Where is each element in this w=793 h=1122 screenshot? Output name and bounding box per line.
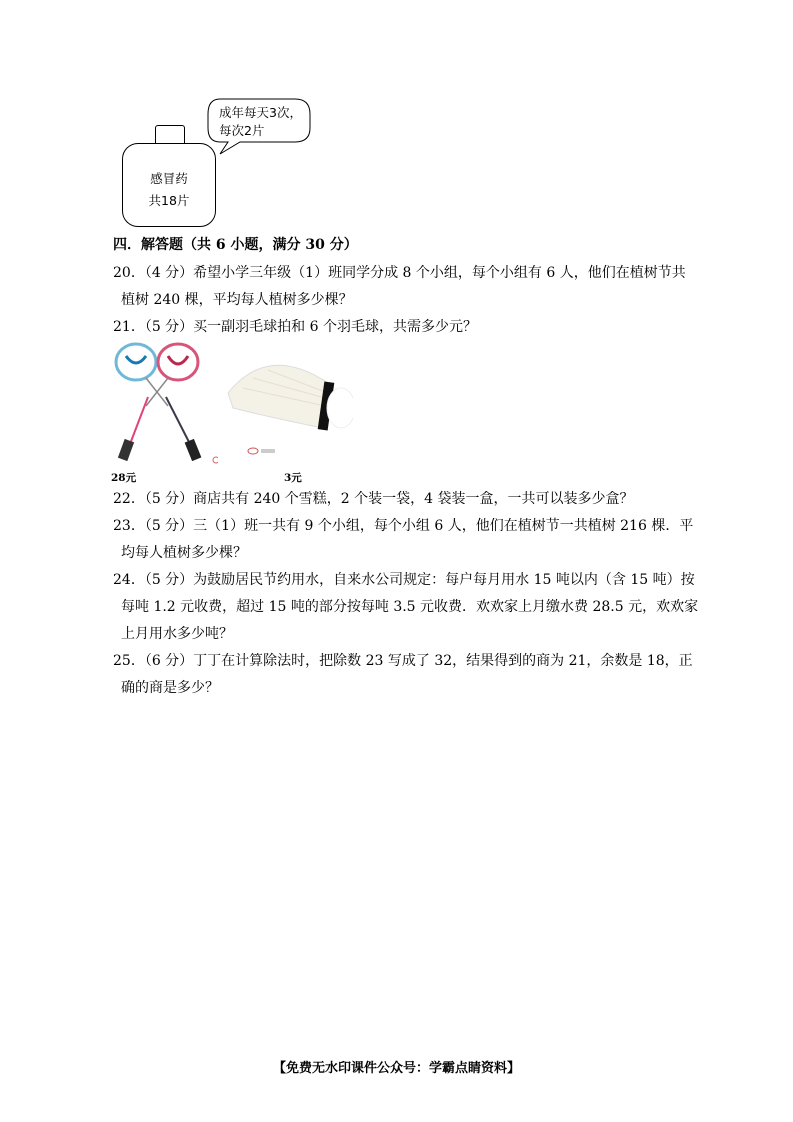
question-23-line-2: 均每人植树多少棵？ xyxy=(121,545,247,561)
question-25-line-2: 确的商是多少？ xyxy=(121,680,219,696)
section-title: 四．解答题（共 6 小题，满分 30 分） xyxy=(113,237,358,253)
question-24-line-2: 每吨 1.2 元收费，超过 15 吨的部分按每吨 3.5 元收费．欢欢家上月缴水费 28.5 元，欢欢家 xyxy=(121,599,699,615)
question-24-line-1: 24．（5 分）为鼓励居民节约用水，自来水公司规定：每户每月用水 15 吨以内（含 15 吨）按 xyxy=(113,572,695,588)
bubble-text-1: 成年每天3次， xyxy=(219,105,302,120)
racket-price: 28元 xyxy=(111,472,137,484)
racket-image xyxy=(108,342,218,467)
question-20-line-2: 植树 240 棵，平均每人植树多少棵？ xyxy=(121,292,353,308)
bubble-text-2: 每次2片 xyxy=(219,123,265,138)
shuttlecock-image xyxy=(213,348,353,458)
question-23-line-1: 23．（5 分）三（1）班一共有 9 个小组，每个小组 6 人，他们在植树节一共植树 216 棵．平 xyxy=(113,518,694,534)
badminton-images xyxy=(108,342,358,482)
question-20-line-1: 20．（4 分）希望小学三年级（1）班同学分成 8 个小组，每个小组有 6 人，他们在植树节共 xyxy=(113,265,686,281)
bottle-label-1: 感冒药 xyxy=(150,171,188,186)
bottle-label-2: 共18片 xyxy=(148,193,190,208)
question-24-line-3: 上月用水多少吨？ xyxy=(121,626,233,642)
question-25-line-1: 25．（6 分）丁丁在计算除法时，把除数 23 写成了 32，结果得到的商为 21，余数是 18，正 xyxy=(113,653,693,669)
question-22-line-1: 22．（5 分）商店共有 240 个雪糕，2 个装一袋，4 袋装一盒，一共可以装多少盒？ xyxy=(113,491,634,507)
shuttlecock-price: 3元 xyxy=(284,472,302,484)
question-21-line-1: 21．（5 分）买一副羽毛球拍和 6 个羽毛球，共需多少元？ xyxy=(113,319,477,335)
footer-note: 【免费无水印课件公众号：学霸点睛资料】 xyxy=(273,1061,521,1076)
